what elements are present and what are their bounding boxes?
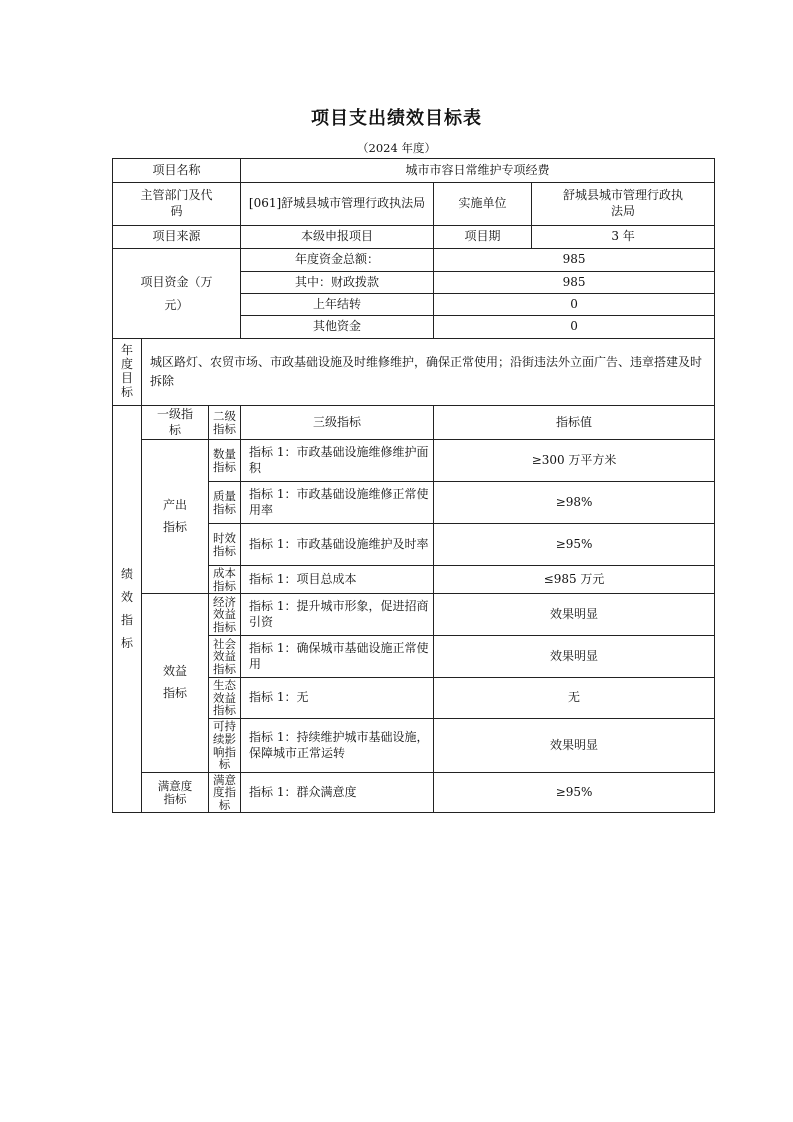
period-value: 3 年: [532, 226, 715, 249]
fund-label: 年度资金总额：: [241, 249, 434, 272]
dept-label: 主管部门及代码: [113, 183, 241, 226]
fund-row: [113, 249, 715, 272]
source-row: [113, 226, 715, 249]
impl-label: 实施单位: [434, 183, 532, 226]
period-label: 项目期: [434, 226, 532, 249]
fund-value: 0: [434, 316, 715, 339]
indicator-value: ≥300 万平方米: [434, 440, 715, 482]
indicator-value: 效果明显: [434, 719, 715, 773]
indicator-l3: 指标 1：市政基础设施维修维护面积: [241, 440, 434, 482]
group-benefit: 效益指标: [142, 594, 209, 773]
fund-value: 985: [434, 249, 715, 272]
indicator-value: ≤985 万元: [434, 566, 715, 594]
fund-label: 其中：财政拨款: [241, 272, 434, 294]
indicator-l2: 生态效益指标: [209, 678, 241, 719]
indicator-l2: 成本指标: [209, 566, 241, 594]
group-output: 产出指标: [142, 440, 209, 594]
header-l2: 二级指标: [209, 406, 241, 440]
indicator-row: [113, 440, 715, 482]
fund-value: 0: [434, 294, 715, 316]
performance-goal-table: [112, 158, 715, 813]
fund-label: 上年结转: [241, 294, 434, 316]
department-row: [113, 183, 715, 226]
project-name-label: 项目名称: [113, 159, 241, 183]
funds-label: 项目资金（万元）: [113, 249, 241, 339]
goal-text: 城区路灯、农贸市场、市政基础设施及时维修维护，确保正常使用；沿街违法外立面广告、违章搭建及时拆除: [142, 339, 715, 406]
indicator-row: [113, 594, 715, 636]
fund-value: 985: [434, 272, 715, 294]
indicator-l3: 指标 1：市政基础设施维护及时率: [241, 524, 434, 566]
annual-goal-row: [113, 339, 715, 406]
fund-label: 其他资金: [241, 316, 434, 339]
indicator-l2: 满意度指标: [209, 773, 241, 813]
indicator-l2: 可持续影响指标: [209, 719, 241, 773]
page-title: 项目支出绩效目标表: [311, 108, 482, 129]
indicator-value: 效果明显: [434, 594, 715, 636]
indicator-l3: 指标 1：确保城市基础设施正常使用: [241, 636, 434, 678]
header-l3: 三级指标: [241, 406, 434, 440]
indicator-l3: 指标 1：持续维护城市基础设施，保障城市正常运转: [241, 719, 434, 773]
source-label: 项目来源: [113, 226, 241, 249]
indicator-header-row: [113, 406, 715, 440]
header-value: 指标值: [434, 406, 715, 440]
indicator-l3: 指标 1：市政基础设施维修正常使用率: [241, 482, 434, 524]
indicator-l2: 数量指标: [209, 440, 241, 482]
source-value: 本级申报项目: [241, 226, 434, 249]
dept-value: [061]舒城县城市管理行政执法局: [241, 183, 434, 226]
indicator-l2: 经济效益指标: [209, 594, 241, 636]
indicator-value: ≥95%: [434, 524, 715, 566]
indicator-l3: 指标 1：群众满意度: [241, 773, 434, 813]
indicator-l2: 质量指标: [209, 482, 241, 524]
indicator-l2: 社会效益指标: [209, 636, 241, 678]
group-satisfaction: 满意度指标: [142, 773, 209, 813]
header-l1: 一级指标: [142, 406, 209, 440]
indicator-value: ≥98%: [434, 482, 715, 524]
goal-label: 年度目标: [113, 339, 142, 406]
indicator-l3: 指标 1：无: [241, 678, 434, 719]
perf-label: 绩效指标: [113, 406, 142, 813]
indicator-l3: 指标 1：提升城市形象，促进招商引资: [241, 594, 434, 636]
project-name-value: 城市市容日常维护专项经费: [241, 159, 715, 183]
project-name-row: [113, 159, 715, 183]
indicator-l3: 指标 1：项目总成本: [241, 566, 434, 594]
indicator-value: ≥95%: [434, 773, 715, 813]
indicator-value: 效果明显: [434, 636, 715, 678]
page-subtitle: （2024 年度）: [357, 141, 436, 155]
indicator-row: [113, 773, 715, 813]
impl-value: 舒城县城市管理行政执法局: [532, 183, 715, 226]
indicator-l2: 时效指标: [209, 524, 241, 566]
indicator-value: 无: [434, 678, 715, 719]
